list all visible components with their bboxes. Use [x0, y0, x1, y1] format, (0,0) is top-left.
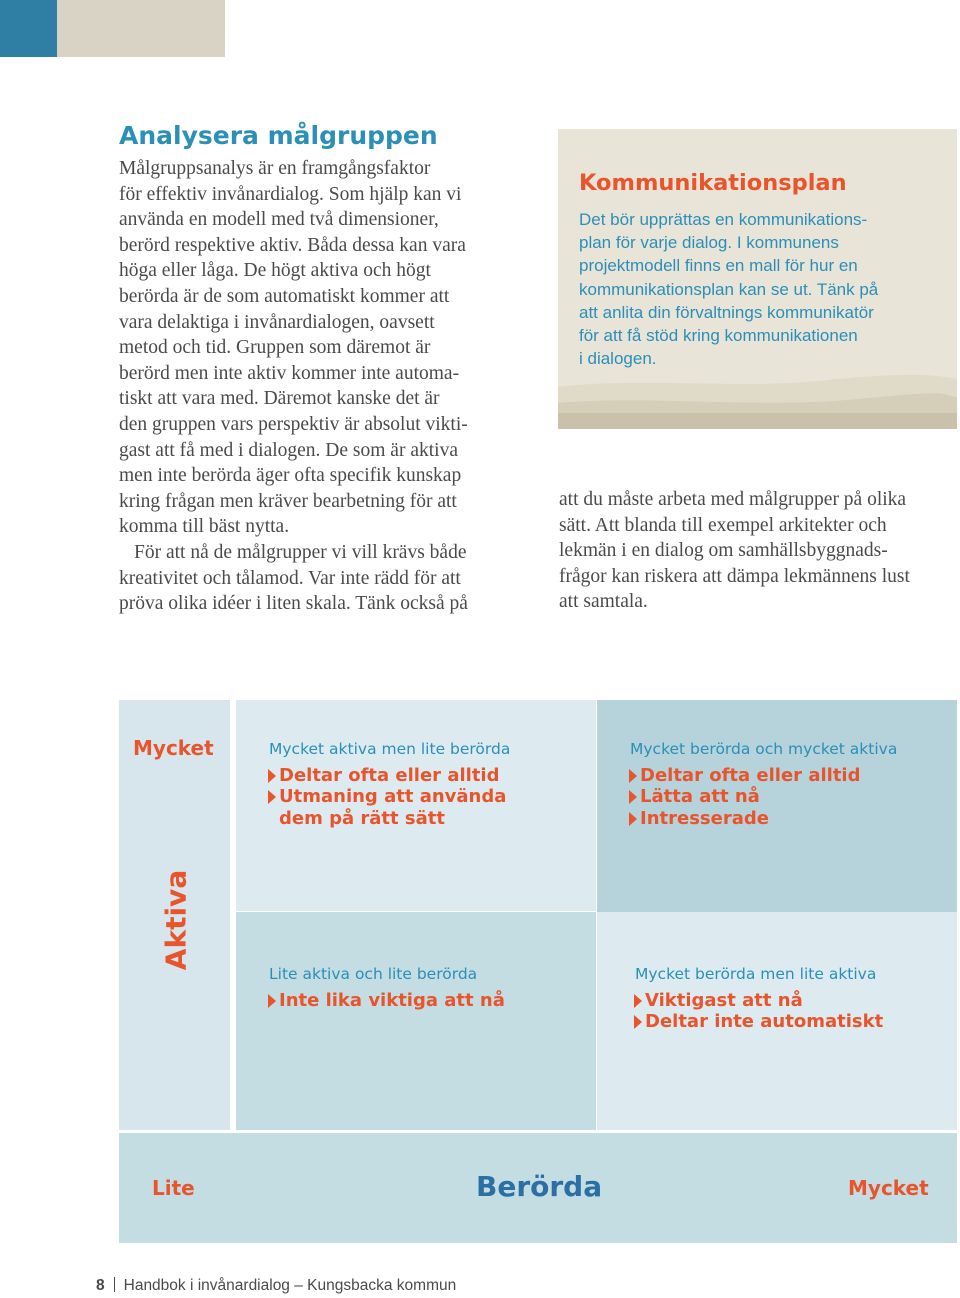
body-text-left: [119, 156, 468, 617]
list-item-text: dem på rätt sätt: [279, 807, 445, 829]
footer-text: Handbok i invånardialog – Kungsbacka kommun: [123, 1277, 457, 1294]
x-axis-low-label: Lite: [152, 1176, 195, 1200]
list-item: [634, 990, 883, 1011]
body-line: pröva olika idéer i liten skala. Tänk också på: [119, 593, 468, 615]
body-line: berörda är de som automatiskt kommer att: [119, 285, 450, 307]
body-line: använda en modell med två dimensioner,: [119, 209, 439, 231]
list-item: [634, 1011, 883, 1032]
quadrant-list-top-right: [629, 765, 860, 829]
triangle-right-icon: [268, 994, 276, 1008]
box-line: att anlita din förvaltnings kommunikatör: [579, 302, 874, 322]
list-item: [629, 808, 860, 829]
body-line: kring frågan men kräver bearbetning för att: [119, 490, 457, 512]
list-item-text: Inte lika viktiga att nå: [279, 990, 505, 1011]
matrix-cell-bottom-left: [236, 912, 596, 1130]
body-line: gast att få med i dialogen. De som är aktiva: [119, 439, 458, 461]
body-line: Målgruppsanalys är en framgångsfaktor: [119, 158, 431, 179]
quadrant-list-bottom-left: [268, 990, 505, 1011]
body-text-right: [559, 487, 910, 615]
quadrant-title-top-left: Mycket aktiva men lite berörda: [269, 740, 511, 758]
box-line: i dialogen.: [579, 349, 657, 369]
header-tab-beige: [57, 0, 225, 57]
triangle-right-icon: [268, 769, 276, 783]
section-heading: Analysera målgruppen: [119, 121, 438, 150]
list-item-text: Utmaning att använda: [279, 786, 507, 808]
triangle-right-icon: [634, 994, 642, 1008]
body-line: berörd respektive aktiv. Båda dessa kan vara: [119, 234, 466, 256]
x-axis-high-label: Mycket: [848, 1176, 929, 1200]
body-line: tiskt att vara med. Däremot kanske det är: [119, 388, 440, 410]
list-item-text: Lätta att nå: [640, 786, 760, 808]
triangle-right-icon: [629, 790, 637, 804]
list-item-text: Deltar ofta eller alltid: [279, 765, 500, 786]
box-line: plan för varje dialog. I kommunens: [579, 233, 839, 253]
list-item: [629, 765, 860, 786]
body-line: att samtala.: [559, 591, 648, 613]
body-line: metod och tid. Gruppen som däremot är: [119, 337, 431, 359]
triangle-right-icon: [629, 812, 637, 826]
body-line: vara delaktiga i invånardialogen, oavsett: [119, 311, 435, 333]
quadrant-list-bottom-right: [634, 990, 883, 1033]
list-item: [268, 765, 506, 786]
header-tab-blue: [0, 0, 57, 57]
body-line: frågor kan riskera att dämpa lekmännens lust: [559, 565, 910, 587]
body-line: höga eller låga. De högt aktiva och högt: [119, 260, 431, 282]
box-line: Det bör upprättas en kommunikations-: [579, 210, 868, 229]
body-line: berörd men inte aktiv kommer inte automa-: [119, 362, 460, 384]
y-axis-high-label: Mycket: [133, 736, 214, 760]
list-item-continuation: [268, 808, 506, 829]
x-axis-title: Berörda: [476, 1170, 603, 1203]
body-line: För att nå de målgrupper vi vill krävs både: [134, 541, 467, 563]
triangle-right-icon: [634, 1015, 642, 1029]
kommunikationsplan-box: [558, 129, 957, 429]
page-number: 8: [96, 1277, 105, 1294]
page-footer: [96, 1277, 456, 1295]
list-item: [629, 786, 860, 807]
list-item-text: Deltar inte automatiskt: [645, 1011, 884, 1033]
box-line: kommunikationsplan kan se ut. Tänk på: [579, 279, 879, 299]
box-line: för att få stöd kring kommunikationen: [579, 326, 858, 346]
triangle-right-icon: [268, 790, 276, 804]
list-item: [268, 786, 506, 807]
quadrant-title-top-right: Mycket berörda och mycket aktiva: [630, 740, 898, 758]
body-line: komma till bäst nytta.: [119, 516, 290, 538]
triangle-right-icon: [629, 769, 637, 783]
body-line: sätt. Att blanda till exempel arkitekter och: [559, 514, 887, 536]
box-line: projektmodell finns en mall för hur en: [579, 256, 858, 276]
box-title: Kommunikationsplan: [579, 170, 847, 196]
box-body: [579, 208, 878, 370]
list-item-text: Intresserade: [640, 807, 769, 829]
body-line: den gruppen vars perspektiv är absolut vikti-: [119, 413, 468, 435]
quadrant-list-top-left: [268, 765, 506, 829]
list-item-text: Viktigast att nå: [645, 990, 803, 1011]
body-line: lekmän i en dialog om samhällsbyggnads-: [559, 540, 888, 562]
list-item-text: Deltar ofta eller alltid: [640, 765, 861, 786]
body-line: kreativitet och tålamod. Var inte rädd för att: [119, 567, 461, 589]
footer-divider: [114, 1277, 115, 1292]
quadrant-title-bottom-left: Lite aktiva och lite berörda: [269, 965, 478, 983]
list-item: [268, 990, 505, 1011]
body-line: för effektiv invånardialog. Som hjälp kan vi: [119, 183, 462, 205]
y-axis-title: Aktiva: [159, 869, 193, 971]
body-line: men inte berörda äger ofta specifik kunskap: [119, 465, 462, 487]
body-line: att du måste arbeta med målgrupper på olika: [559, 489, 907, 510]
quadrant-title-bottom-right: Mycket berörda men lite aktiva: [635, 965, 877, 983]
box-decor-band-dark: [558, 413, 957, 429]
